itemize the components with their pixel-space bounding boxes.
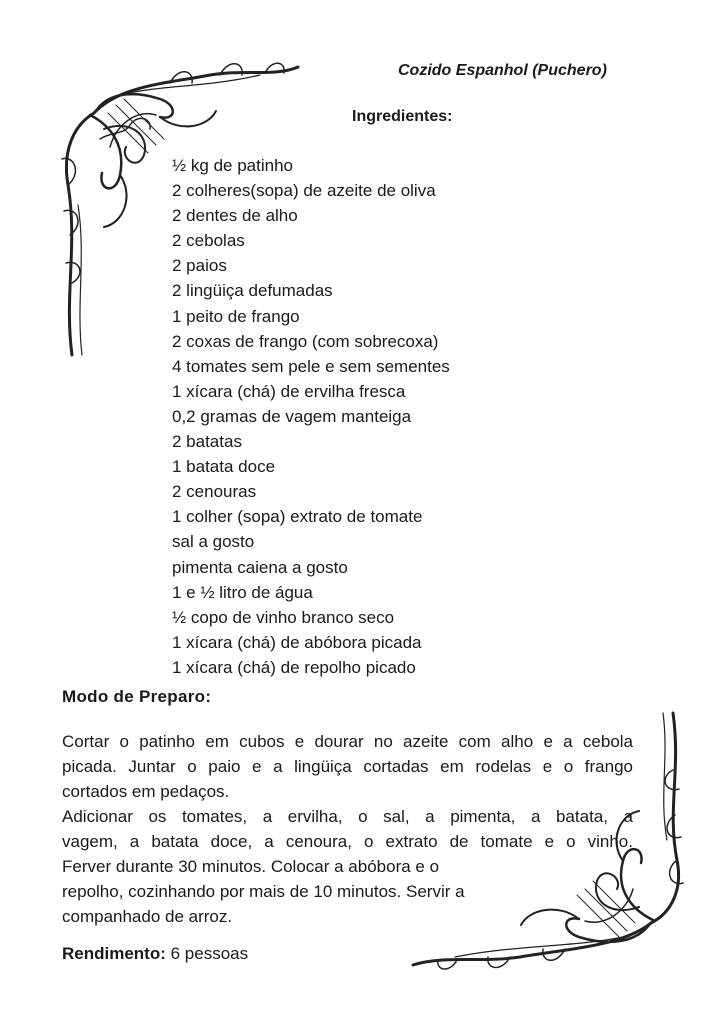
ingredient-item: 2 dentes de alho xyxy=(172,206,298,226)
ingredient-item: 2 batatas xyxy=(172,432,242,452)
ingredient-item: 2 coxas de frango (com sobrecoxa) xyxy=(172,331,439,351)
preparation-line: Cortar o patinho em cubos e dourar no azeite com alho e a cebola xyxy=(62,732,633,751)
ingredient-item: pimenta caiena a gosto xyxy=(172,557,348,577)
yield-value: 6 pessoas xyxy=(170,944,249,963)
preparation-line: cortados em pedaços. xyxy=(62,782,230,801)
preparation-line: Adicionar os tomates, a ervilha, o sal, a pimenta, a batata, a xyxy=(62,807,633,826)
yield-label: Rendimento: xyxy=(62,944,166,963)
ingredient-item: ½ kg de patinho xyxy=(172,156,293,175)
ingredient-item: ½ copo de vinho branco seco xyxy=(172,607,395,627)
ingredient-item: 1 batata doce xyxy=(172,457,276,477)
ingredient-item: 2 colheres(sopa) de azeite de oliva xyxy=(172,181,436,201)
preparation-line: Ferver durante 30 minutos. Colocar a abóbora e o xyxy=(62,857,440,876)
preparation-heading: Modo de Preparo: xyxy=(62,687,212,706)
ingredient-item: 1 xícara (chá) de abóbora picada xyxy=(172,632,422,652)
preparation-line: picada. Juntar o paio e a lingüiça cortadas em rodelas e o frango xyxy=(62,757,633,776)
ingredient-item: 1 colher (sopa) extrato de tomate xyxy=(172,507,423,527)
preparation-line: vagem, a batata doce, a cenoura, o extrato de tomate e o vinho. xyxy=(62,832,633,851)
ingredients-heading: Ingredientes: xyxy=(352,108,453,125)
ingredient-item: 4 tomates sem pele e sem sementes xyxy=(172,356,450,376)
ingredients-list xyxy=(172,153,450,680)
ingredient-item: 1 e ½ litro de água xyxy=(172,582,313,602)
preparation-line: repolho, cozinhando por mais de 10 minutos. Servir a xyxy=(62,882,465,901)
ingredient-item: sal a gosto xyxy=(172,532,255,552)
ingredient-item: 2 lingüiça defumadas xyxy=(172,281,333,301)
ingredient-item: 1 xícara (chá) de repolho picado xyxy=(172,657,416,677)
ingredient-item: 1 xícara (chá) de ervilha fresca xyxy=(172,381,406,401)
yield xyxy=(62,944,248,964)
preparation-line: companhado de arroz. xyxy=(62,907,233,926)
ingredient-item: 2 paios xyxy=(172,256,227,276)
ingredient-item: 1 peito de frango xyxy=(172,306,300,326)
ingredient-item: 0,2 gramas de vagem manteiga xyxy=(172,406,412,426)
ingredient-item: 2 cenouras xyxy=(172,482,257,502)
recipe-title: Cozido Espanhol (Puchero) xyxy=(398,62,607,79)
ingredient-item: 2 cebolas xyxy=(172,231,245,251)
